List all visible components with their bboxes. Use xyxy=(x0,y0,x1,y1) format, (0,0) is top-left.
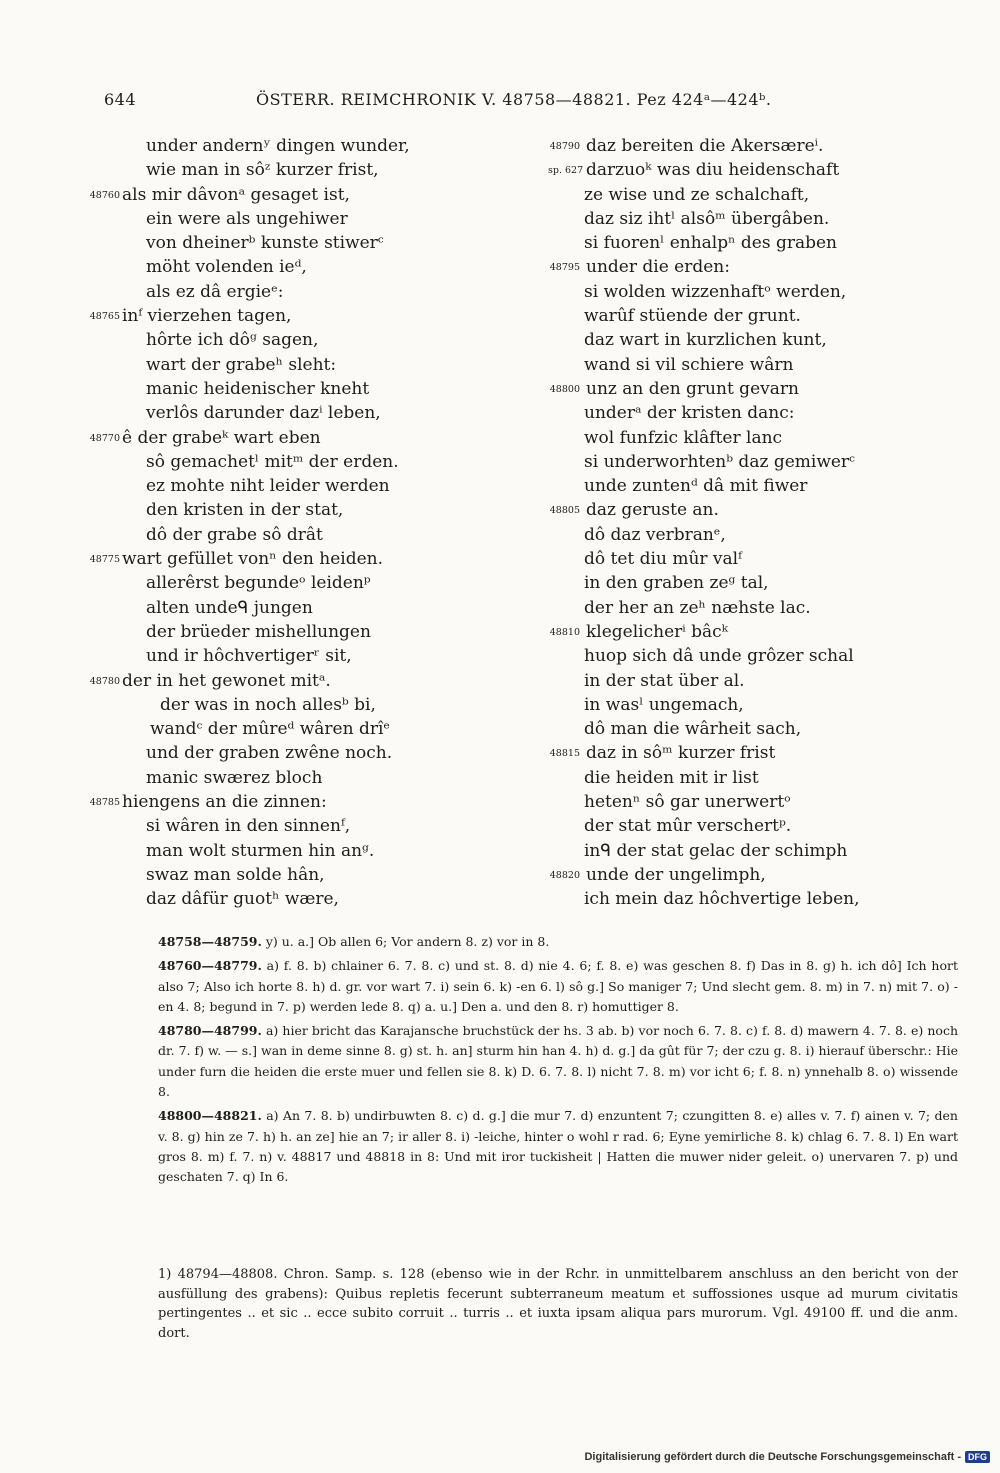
note-range: 48780—48799. xyxy=(158,1023,262,1039)
verse-text: si wolden wizzenhaftᵒ werden, xyxy=(584,281,847,302)
verse-text: wandᶜ der mûreᵈ wâren drîᵉ xyxy=(150,719,390,740)
verse-line xyxy=(88,790,518,814)
verse-text: sô gemachetˡ mitᵐ der erden. xyxy=(146,451,399,472)
verse-text: inᑫ der stat gelac der schimph xyxy=(584,840,848,861)
note-block xyxy=(110,1021,958,1102)
verse-text: wand si vil schiere wârn xyxy=(584,354,794,375)
verse-line xyxy=(548,255,968,279)
note-block xyxy=(110,956,958,1017)
verse-line xyxy=(548,377,968,401)
verse-line xyxy=(88,814,518,838)
note-block xyxy=(110,1106,958,1187)
footnote-text: 1) 48794—48808. Chron. Samp. s. 128 (ebenso wie in der Rchr. in unmittelbarem anschluss an den bericht von der ausfüllung des grabens): Quibus repletis fecerunt subterraneum meatum et suffossiones usque ad murum civitatis pertingentes .. et sic .. ecce subito corruit .. turris .. et iuxta ipsam aliqua pars murorum. Vgl. 49100 ff. und die anm. dort. xyxy=(158,1267,958,1341)
note-range: 48758—48759. xyxy=(158,934,262,949)
verse-line xyxy=(88,280,518,304)
verse-line xyxy=(88,596,518,620)
verse-line xyxy=(548,620,968,644)
page-header xyxy=(104,90,864,112)
line-number: sp. 627 xyxy=(548,165,584,177)
verse-text: si fuorenˡ enhalpⁿ des graben xyxy=(584,233,837,254)
verse-text: möht volenden ieᵈ, xyxy=(146,257,307,278)
note-text: a) hier bricht das Karajansche bruchstück der hs. 3 ab. b) vor noch 6. 7. 8. c) f. 8. d) mawern 4. 7. 8. e) noch dr. 7. f) w. — s.] wan in deme sinne 8. g) st. h. an] sturm hin han 4. h) d. g.] da gût für 7; der czu g. 8. i) hierauf überschr.: Hie under furn die heiden die erste muer und fellen sie 8. k) D. 6. 7. 8. l) nicht 7. 8. m) vor icht 6; f. 8. n) ynnehalb 8. o) wissende 8. xyxy=(158,1023,959,1100)
verse-line xyxy=(548,790,968,814)
verse-line xyxy=(88,328,518,352)
line-number: 48820 xyxy=(549,869,580,881)
verse-text: als mir dâvonᵃ gesaget ist, xyxy=(122,184,350,205)
verse-line xyxy=(88,474,518,498)
verse-line xyxy=(88,183,518,207)
verse-line xyxy=(548,401,968,425)
verse-text: underᵃ der kristen danc: xyxy=(584,403,795,424)
verse-line xyxy=(88,231,518,255)
running-title: ÖSTERR. REIMCHRONIK V. 48758—48821. Pez 424ᵃ—424ᵇ. xyxy=(256,90,772,109)
line-number: 48760 xyxy=(89,189,120,201)
verse-line xyxy=(548,207,968,231)
note-paragraph xyxy=(110,1106,958,1187)
verse-text: der brüeder mishellungen xyxy=(146,621,371,642)
verse-line xyxy=(88,255,518,279)
verse-line xyxy=(88,887,518,911)
verse-text: unde zuntenᵈ dâ mit fiwer xyxy=(584,476,808,497)
verse-line xyxy=(88,741,518,765)
verse-text: klegelicherⁱ bâcᵏ xyxy=(586,621,728,642)
verse-column-left xyxy=(88,134,518,912)
verse-line xyxy=(548,474,968,498)
verse-text: von dheinerᵇ kunste stiwerᶜ xyxy=(146,233,384,254)
verse-text: verlôs darunder dazⁱ leben, xyxy=(146,403,381,424)
verse-line xyxy=(88,134,518,158)
verse-text: swaz man solde hân, xyxy=(146,864,325,885)
verse-line xyxy=(88,450,518,474)
verse-text: under andernʸ dingen wunder, xyxy=(146,136,410,156)
verse-text: ein were als ungehiwer xyxy=(146,208,348,229)
line-number: 48805 xyxy=(549,505,580,517)
verse-line xyxy=(548,766,968,790)
note-paragraph xyxy=(110,932,958,952)
verse-line xyxy=(548,693,968,717)
verse-text: der stat mûr verschertᵖ. xyxy=(584,816,792,837)
verse-line xyxy=(88,620,518,644)
verse-line xyxy=(88,717,518,741)
verse-line xyxy=(548,741,968,765)
line-number: 48800 xyxy=(549,383,580,395)
line-number: 48810 xyxy=(549,626,580,638)
line-number: 48775 xyxy=(89,554,120,566)
credit-text: Digitalisierung gefördert durch die Deutsche Forschungsgemeinschaft - xyxy=(584,1451,961,1463)
verse-line xyxy=(548,717,968,741)
verse-text: daz dâfür guotʰ wære, xyxy=(146,889,339,910)
line-number: 48780 xyxy=(89,675,120,687)
verse-line xyxy=(88,158,518,182)
verse-line xyxy=(88,863,518,887)
note-range: 48760—48779. xyxy=(158,958,262,974)
verse-line xyxy=(548,328,968,352)
verse-text: wie man in sôᶻ kurzer frist, xyxy=(146,160,379,181)
line-number: 48815 xyxy=(549,748,580,760)
note-block xyxy=(110,932,958,952)
verse-text: darzuoᵏ was diu heidenschaft xyxy=(586,160,840,181)
verse-text: hôrte ich dôᵍ sagen, xyxy=(146,330,319,351)
verse-text: dô tet diu mûr valᶠ xyxy=(584,549,742,570)
verse-text: man wolt sturmen hin anᵍ. xyxy=(146,840,375,861)
verse-line xyxy=(88,377,518,401)
verse-text: manic heidenischer kneht xyxy=(146,378,370,399)
verse-text: ê der grabeᵏ wart eben xyxy=(122,427,321,448)
verse-line xyxy=(548,547,968,571)
verse-line xyxy=(88,766,518,790)
verse-line xyxy=(548,669,968,693)
verse-line xyxy=(548,839,968,863)
verse-line xyxy=(548,863,968,887)
verse-line xyxy=(548,814,968,838)
verse-line xyxy=(548,134,968,158)
verse-line xyxy=(548,183,968,207)
verse-line xyxy=(548,158,968,182)
verse-line xyxy=(548,304,968,328)
line-number: 48770 xyxy=(89,432,120,444)
verse-line xyxy=(548,523,968,547)
line-number: 48785 xyxy=(89,797,120,809)
verse-text: die heiden mit ir list xyxy=(584,767,759,788)
verse-line xyxy=(88,426,518,450)
dfg-logo: DFG xyxy=(965,1451,990,1463)
verse-line xyxy=(548,596,968,620)
verse-line xyxy=(88,547,518,571)
verse-text: wart der grabeʰ sleht: xyxy=(146,354,337,375)
verse-text: dô daz verbranᵉ, xyxy=(584,524,726,545)
verse-line xyxy=(548,231,968,255)
page-number: 644 xyxy=(104,90,137,109)
verse-text: der was in noch allesᵇ bi, xyxy=(160,694,376,715)
verse-text: der in het gewonet mitᵃ. xyxy=(122,670,331,691)
verse-line xyxy=(88,353,518,377)
verse-text: der her an zeʰ næhste lac. xyxy=(584,597,811,618)
verse-text: daz wart in kurzlichen kunt, xyxy=(584,330,827,351)
verse-text: und der graben zwêne noch. xyxy=(146,743,393,764)
verse-text: als ez dâ ergieᵉ: xyxy=(146,281,284,302)
verse-text: in der stat über al. xyxy=(584,670,745,691)
verse-line xyxy=(548,571,968,595)
verse-text: in wasˡ ungemach, xyxy=(584,694,744,715)
verse-text: huop sich dâ unde grôzer schal xyxy=(584,646,854,667)
verse-text: dô man die wârheit sach, xyxy=(584,719,802,740)
verse-text: daz geruste an. xyxy=(586,500,719,521)
line-number: 48795 xyxy=(549,262,580,274)
verse-text: wol funfzic klâfter lanc xyxy=(584,427,783,448)
verse-text: daz siz ihtˡ alsôᵐ übergâben. xyxy=(584,208,830,229)
verse-text: alten undeᑫ jungen xyxy=(146,597,313,618)
verse-line xyxy=(548,498,968,522)
verse-line xyxy=(548,644,968,668)
verse-text: wart gefüllet vonⁿ den heiden. xyxy=(122,549,383,570)
footnote xyxy=(110,1265,958,1343)
verse-text: daz bereiten die Akersæreⁱ. xyxy=(586,136,824,156)
note-text: a) An 7. 8. b) undirbuwten 8. c) d. g.] die mur 7. d) enzuntent 7; czungitten 8. e) alles v. 7. f) ainen v. 7; den v. 8. g) hin ze 7. h) h. an ze] hie an 7; ir aller 8. i) -leiche, hinter o wohl r rad. 6; Eyne yemirliche 8. k) chlag 6. 7. 8. l) En wart gros 8. m) f. 7. n) v. 48817 und 48818 in 8: Und mit iror tuckisheit | Hatten die muwer nider geleit. o) unervaren 7. p) und geschaten 7. q) In 6. xyxy=(158,1108,958,1185)
verse-text: allerêrst begundeᵒ leidenᵖ xyxy=(146,573,371,594)
verse-line xyxy=(88,401,518,425)
verse-line xyxy=(88,644,518,668)
verse-text: dô der grabe sô drât xyxy=(146,524,323,545)
verse-column-right xyxy=(548,134,968,912)
verse-line xyxy=(548,353,968,377)
verse-line xyxy=(548,887,968,911)
verse-text: unde der ungelimph, xyxy=(586,864,766,885)
line-number: 48790 xyxy=(549,141,580,152)
verse-text: ich mein daz hôchvertige leben, xyxy=(584,889,860,910)
verse-text: hiengens an die zinnen: xyxy=(122,792,327,813)
verse-text: manic swærez bloch xyxy=(146,767,323,788)
note-paragraph xyxy=(110,956,958,1017)
verse-text: unz an den grunt gevarn xyxy=(586,378,799,399)
verse-text: ze wise und ze schalchaft, xyxy=(584,184,810,205)
verse-text: ez mohte niht leider werden xyxy=(146,476,390,497)
verse-text: daz in sôᵐ kurzer frist xyxy=(586,743,776,764)
apparatus-notes xyxy=(110,932,958,1192)
note-text: a) f. 8. b) chlainer 6. 7. 8. c) und st. 8. d) nie 4. 6; f. 8. e) was geschen 8. f) Das in 8. g) h. ich dô] Ich hort also 7; Also ich horte 8. h) d. gr. vor wart 7. i) sein 6. k) -en 6. l) sô g.] So maniger 7; Und slecht gem. 8. m) in 7. n) mit 7. o) -en 4. 8; begund in 7. p) werden lede 8. q) a. u.] Den a. und den 8. r) homuttiger 8. xyxy=(158,958,958,1014)
verse-line xyxy=(88,571,518,595)
verse-line xyxy=(88,207,518,231)
verse-text: in den graben zeᵍ tal, xyxy=(584,573,769,594)
verse-line xyxy=(548,426,968,450)
verse-line xyxy=(88,523,518,547)
verse-line xyxy=(548,280,968,304)
verse-text: si wâren in den sinnenᶠ, xyxy=(146,816,351,837)
verse-text: den kristen in der stat, xyxy=(146,500,344,521)
note-paragraph xyxy=(110,1021,958,1102)
verse-line xyxy=(88,498,518,522)
verse-line xyxy=(88,669,518,693)
note-range: 48800—48821. xyxy=(158,1108,262,1124)
verse-line xyxy=(88,839,518,863)
line-number: 48765 xyxy=(89,311,120,323)
verse-text: inᶠ vierzehen tagen, xyxy=(122,306,292,327)
verse-line xyxy=(548,450,968,474)
verse-text: si underworhtenᵇ daz gemiwerᶜ xyxy=(584,451,855,472)
verse-text: under die erden: xyxy=(586,257,730,278)
credit-line xyxy=(584,1451,990,1463)
verse-line xyxy=(88,304,518,328)
verse-text: warûf stüende der grunt. xyxy=(584,306,801,327)
note-text: y) u. a.] Ob allen 6; Vor andern 8. z) vor in 8. xyxy=(265,934,550,949)
verse-text: und ir hôchvertigerʳ sit, xyxy=(146,646,352,667)
verse-text: hetenⁿ sô gar unerwertᵒ xyxy=(584,792,791,813)
verse-line xyxy=(88,693,518,717)
